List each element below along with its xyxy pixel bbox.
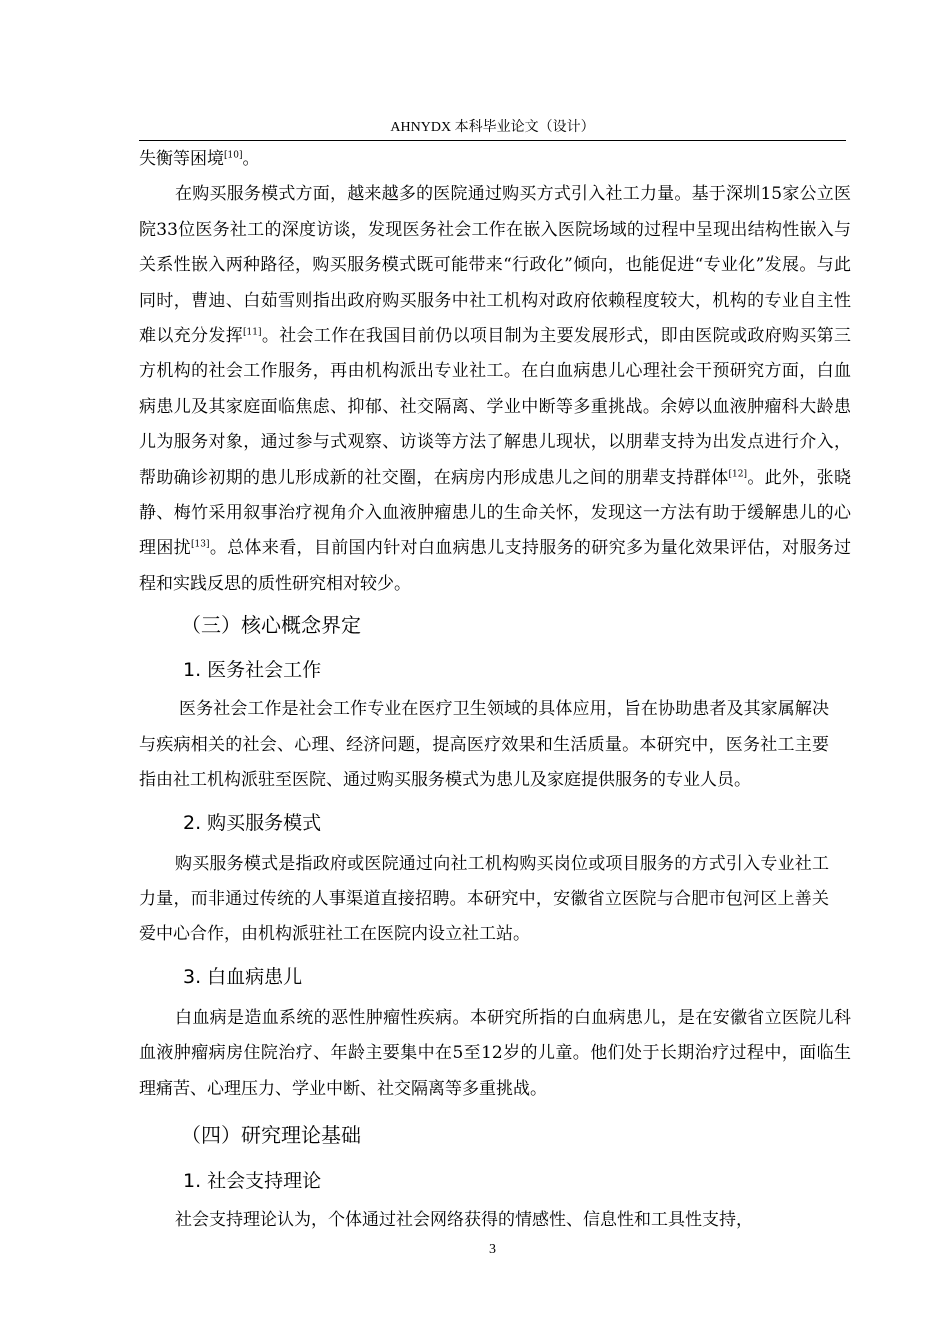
- paragraph-continued: [139, 142, 851, 177]
- paragraph-text: 。总体来看，目前国内针对白血病患儿支持服务的研究多为量化效果评估，对服务过程和实践反思的质性研究相对较少。: [139, 538, 852, 594]
- page-number: 3: [489, 1242, 496, 1257]
- section-heading-core-concepts: （三）核心概念界定: [181, 613, 361, 638]
- subheading-purchase-service-model: 2. 购买服务模式: [183, 811, 322, 834]
- paragraph-leukemia-children: 白血病是造血系统的恶性肿瘤性疾病。本研究所指的白血病患儿，是在安徽省立医院儿科血液肿瘤病房住院治疗、年龄主要集中在5至12岁的儿童。他们处于长期治疗过程中，面临生理痛苦、心理压力、学业中断、社交隔离等多重挑战。: [139, 1007, 851, 1099]
- paragraph-social-support-theory: 社会支持理论认为，个体通过社会网络获得的情感性、信息性和工具性支持，: [175, 1209, 753, 1230]
- citation-ref: [11]: [243, 327, 262, 338]
- document-body: [139, 142, 851, 1238]
- paragraph-medical-social-work: 医务社会工作是社会工作专业在医疗卫生领域的具体应用，旨在协助患者及其家属解决与疾病相关的社会、心理、经济问题，提高医疗效果和生活质量。本研究中，医务社工主要指由社工机构派驻至医院、通过购买服务模式为患儿及家庭提供服务的专业人员。: [139, 699, 829, 791]
- paragraph-purchase-service-model: 购买服务模式是指政府或医院通过向社工机构购买岗位或项目服务的方式引入专业社工力量，而非通过传统的人事渠道直接招聘。本研究中，安徽省立医院与合肥市包河区上善关爱中心合作，由机构派驻社工在医院内设立社工站。: [139, 853, 829, 945]
- paragraph-text: 。社会工作在我国目前仍以项目制为主要发展形式，即由医院或政府购买第三方机构的社会工作服务，再由机构派出专业社工。在白血病患儿心理社会干预研究方面，白血病患儿及其家庭面临焦虑、抑郁、社交隔离、学业中断等多重挑战。余婷以血液肿瘤科大龄患儿为服务对象，通过参与式观察、访谈等方法了解患儿现状，以朋辈支持为出发点进行介入，帮助确诊初期的患儿形成新的社交圈，在病房内形成患儿之间的朋辈支持群体: [139, 326, 852, 488]
- section-heading-theory-basis: （四）研究理论基础: [181, 1122, 361, 1147]
- paragraph-text: 在购买服务模式方面，越来越多的医院通过购买方式引入社工力量。基于深圳15家公立医院33位医务社工的深度访谈，发现医务社会工作在嵌入医院场域的过程中呈现出结构性嵌入与关系性嵌入两种路径，购买服务模式既可能带来“行政化”倾向，也能促进“专业化”发展。与此同时，曹迪、白茹雪则指出政府购买服务中社工机构对政府依赖程度较大，机构的专业自主性难以充分发挥: [139, 184, 851, 347]
- subheading-social-support-theory: 1. 社会支持理论: [183, 1169, 322, 1192]
- subheading-leukemia-children: 3. 白血病患儿: [183, 965, 303, 988]
- subheading-medical-social-work: 1. 医务社会工作: [183, 659, 322, 682]
- paragraph-text: 。: [242, 149, 260, 169]
- citation-ref: [10]: [224, 150, 243, 161]
- citation-ref: [13]: [191, 539, 210, 550]
- paragraph-purchase-service-review: [139, 177, 851, 602]
- paragraph-text: 。此外，张晓静、梅竹采用叙事治疗视角介入血液肿瘤患儿的生命关怀，发现这一方法有助于缓解患儿的心理困扰: [139, 467, 852, 559]
- header-rule: [139, 140, 846, 141]
- citation-ref: [12]: [728, 469, 747, 479]
- page-header: AHNYDX 本科毕业论文（设计）: [390, 120, 595, 135]
- paragraph-text: 失衡等困境: [139, 149, 224, 169]
